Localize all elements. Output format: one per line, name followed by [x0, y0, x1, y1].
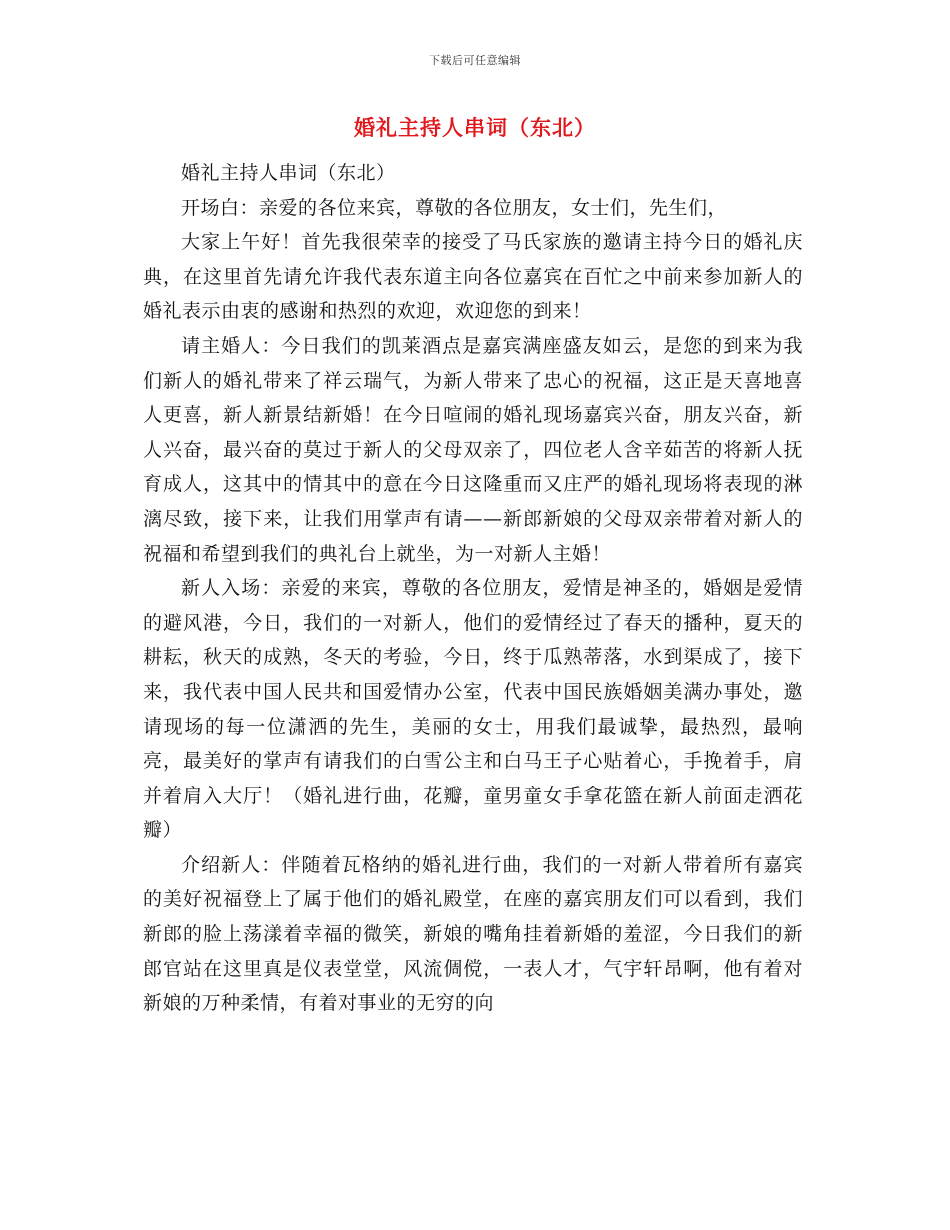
paragraph-opening: 开场白：亲爱的各位来宾，尊敬的各位朋友，女士们，先生们， [181, 196, 728, 219]
paragraph-introduction: 介绍新人：伴随着瓦格纳的婚礼进行曲，我们的一对新人带着所有嘉宾的美好祝福登上了属于他们的婚礼殿堂，在座的嘉宾朋友们可以看到，我们新郎的脸上荡漾着幸福的微笑，新娘的嘴角挂着新婚的羞涩，今日我们的新郎官站在这里真是仪表堂堂，风流倜傥，一表人才，气宇轩昂啊，他有着对新娘的万种柔情，有着对事业的无穷的向 [143, 853, 803, 1015]
paragraph-subtitle: 婚礼主持人串词（东北） [181, 162, 396, 184]
paragraph-entrance: 新人入场：亲爱的来宾，尊敬的各位朋友，爱情是神圣的，婚姻是爱情的避风港，今日，我们的一对新人，他们的爱情经过了春天的播种，夏天的耕耘，秋天的成熟，冬天的考验，今日，终于瓜熟蒂落，水到渠成了，接下来，我代表中国人民共和国爱情办公室，代表中国民族婚姻美满办事处，邀请现场的每一位潇洒的先生，美丽的女士，用我们最诚挚，最热烈，最响亮，最美好的掌声有请我们的白雪公主和白马王子心贴着心，手挽着手，肩并着肩入大厅！（婚礼进行曲，花瓣，童男童女手拿花篮在新人前面走洒花瓣） [143, 577, 803, 842]
paragraph-officiant: 请主婚人：今日我们的凯莱酒点是嘉宾满座盛友如云，是您的到来为我们新人的婚礼带来了祥云瑞气，为新人带来了忠心的祝福，这正是天喜地喜人更喜，新人新景结新婚！在今日喧闹的婚礼现场嘉宾兴奋，朋友兴奋，新人兴奋，最兴奋的莫过于新人的父母双亲了，四位老人含辛茹苦的将新人抚育成人，这其中的情其中的意在今日这隆重而又庄严的婚礼现场将表现的淋漓尽致，接下来，让我们用掌声有请——新郎新娘的父母双亲带着对新人的祝福和希望到我们的典礼台上就坐，为一对新人主婚！ [143, 334, 803, 565]
header-note: 下载后可任意编辑 [429, 54, 521, 67]
document-body [143, 156, 803, 1021]
document-title: 婚礼主持人串词（东北） [354, 115, 596, 140]
paragraph-greeting: 大家上午好！首先我很荣幸的接受了马氏家族的邀请主持今日的婚礼庆典，在这里首先请允许我代表东道主向各位嘉宾在百忙之中前来参加新人的婚礼表示由衷的感谢和热烈的欢迎，欢迎您的到来！ [143, 231, 803, 323]
